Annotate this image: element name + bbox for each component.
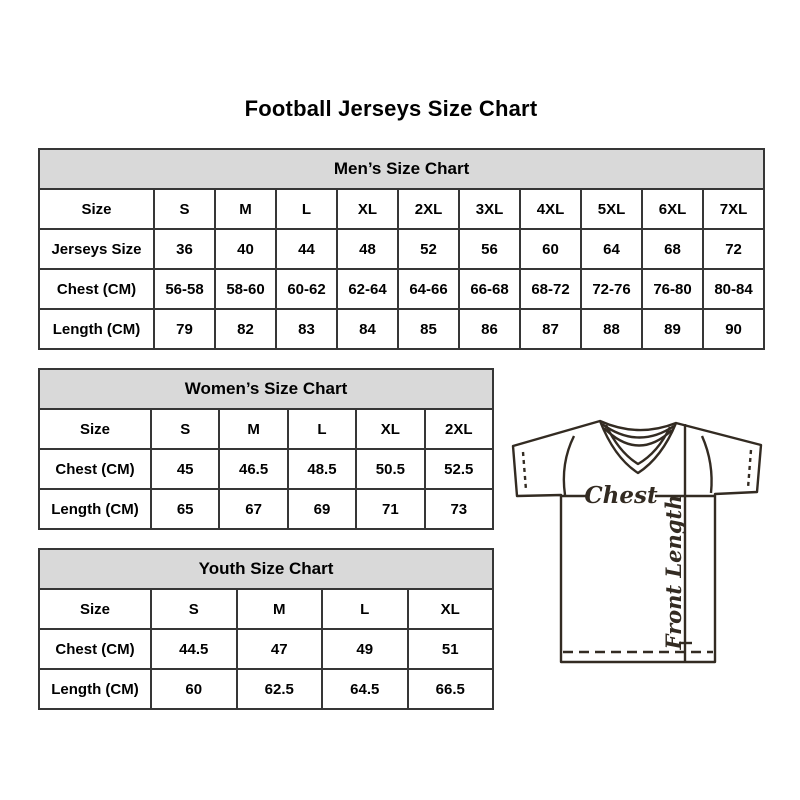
size-col-header: 4XL [520, 189, 581, 229]
row-label: Jerseys Size [39, 229, 154, 269]
cell: 48.5 [288, 449, 356, 489]
cell: 44 [276, 229, 337, 269]
size-col-header: S [151, 589, 237, 629]
table-row [39, 449, 493, 489]
cell: 83 [276, 309, 337, 349]
womens-size-table [38, 368, 494, 530]
table-header-band-row [39, 369, 493, 409]
size-col-header: L [288, 409, 356, 449]
size-col-header: M [237, 589, 323, 629]
cell: 52 [398, 229, 459, 269]
cell: 60 [151, 669, 237, 709]
row-label: Length (CM) [39, 669, 151, 709]
cell: 67 [219, 489, 287, 529]
table-row [39, 589, 493, 629]
size-col-header: XL [408, 589, 494, 629]
cell: 51 [408, 629, 494, 669]
cell: 64-66 [398, 269, 459, 309]
cell: 80-84 [703, 269, 764, 309]
cell: 36 [154, 229, 215, 269]
cell: 72-76 [581, 269, 642, 309]
table-row [39, 309, 764, 349]
size-col-header: L [276, 189, 337, 229]
size-col-header: XL [356, 409, 424, 449]
size-col-header: S [151, 409, 219, 449]
cell: 52.5 [425, 449, 493, 489]
cell: 65 [151, 489, 219, 529]
table-row [39, 229, 764, 269]
front-length-label: Front Length [661, 494, 686, 650]
size-col-header: M [215, 189, 276, 229]
table-row [39, 189, 764, 229]
row-label: Size [39, 409, 151, 449]
table-row [39, 409, 493, 449]
cell: 64 [581, 229, 642, 269]
size-col-header: 3XL [459, 189, 520, 229]
size-col-header: XL [337, 189, 398, 229]
row-label: Chest (CM) [39, 449, 151, 489]
table-header-band-row [39, 549, 493, 589]
table-header-band-row [39, 149, 764, 189]
mens-chart-title: Men’s Size Chart [39, 149, 764, 189]
cell: 82 [215, 309, 276, 349]
cell: 62-64 [337, 269, 398, 309]
row-label: Size [39, 189, 154, 229]
cell: 45 [151, 449, 219, 489]
cell: 71 [356, 489, 424, 529]
cell: 86 [459, 309, 520, 349]
row-label: Chest (CM) [39, 629, 151, 669]
mens-size-table [38, 148, 765, 350]
cell: 79 [154, 309, 215, 349]
cell: 49 [322, 629, 408, 669]
cell: 68 [642, 229, 703, 269]
jersey-diagram-svg [505, 400, 777, 700]
cell: 87 [520, 309, 581, 349]
cell: 89 [642, 309, 703, 349]
cell: 85 [398, 309, 459, 349]
row-label: Size [39, 589, 151, 629]
row-label: Chest (CM) [39, 269, 154, 309]
cell: 69 [288, 489, 356, 529]
row-label: Length (CM) [39, 489, 151, 529]
cell: 46.5 [219, 449, 287, 489]
cell: 47 [237, 629, 323, 669]
cell: 56 [459, 229, 520, 269]
cell: 90 [703, 309, 764, 349]
table-row [39, 669, 493, 709]
row-label: Length (CM) [39, 309, 154, 349]
chest-label: Chest [584, 482, 658, 509]
size-col-header: S [154, 189, 215, 229]
jersey-measurement-diagram [505, 400, 777, 700]
size-col-header: L [322, 589, 408, 629]
size-col-header: 2XL [425, 409, 493, 449]
cell: 58-60 [215, 269, 276, 309]
size-col-header: M [219, 409, 287, 449]
youth-size-table [38, 548, 494, 710]
cell: 84 [337, 309, 398, 349]
size-col-header: 2XL [398, 189, 459, 229]
cell: 62.5 [237, 669, 323, 709]
youth-chart-title: Youth Size Chart [39, 549, 493, 589]
cell: 48 [337, 229, 398, 269]
size-col-header: 6XL [642, 189, 703, 229]
page-title: Football Jerseys Size Chart [244, 96, 538, 121]
cell: 50.5 [356, 449, 424, 489]
cell: 76-80 [642, 269, 703, 309]
cell: 60-62 [276, 269, 337, 309]
size-col-header: 5XL [581, 189, 642, 229]
table-row [39, 269, 764, 309]
cell: 66.5 [408, 669, 494, 709]
cell: 60 [520, 229, 581, 269]
cell: 66-68 [459, 269, 520, 309]
cell: 56-58 [154, 269, 215, 309]
size-col-header: 7XL [703, 189, 764, 229]
jersey-outline [513, 421, 761, 662]
cell: 44.5 [151, 629, 237, 669]
cell: 72 [703, 229, 764, 269]
cell: 40 [215, 229, 276, 269]
table-row [39, 489, 493, 529]
cell: 64.5 [322, 669, 408, 709]
cell: 88 [581, 309, 642, 349]
cell: 73 [425, 489, 493, 529]
table-row [39, 629, 493, 669]
cell: 68-72 [520, 269, 581, 309]
womens-chart-title: Women’s Size Chart [39, 369, 493, 409]
